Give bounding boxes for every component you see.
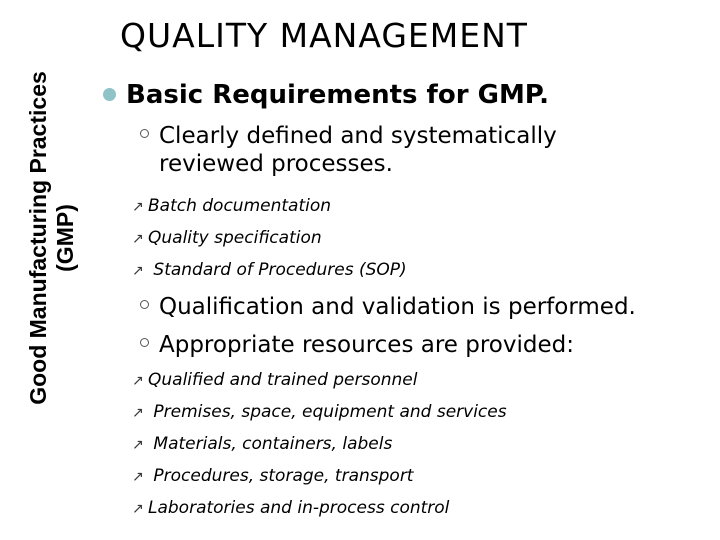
bullet-item-2 <box>140 294 636 320</box>
ring-bullet-icon <box>140 338 149 347</box>
sub-item: ↗ Qualified and trained personnel <box>132 370 418 390</box>
ring-bullet-icon <box>140 300 149 309</box>
arrow-up-right-icon: ↗ <box>132 469 144 485</box>
sub-item: ↗ Laboratories and in-process control <box>132 498 450 518</box>
bullet-item-3 <box>140 332 574 358</box>
arrow-up-right-icon: ↗ <box>132 501 144 517</box>
main-bullet <box>103 80 549 110</box>
arrow-up-right-icon: ↗ <box>132 199 144 215</box>
sub-item: ↗ Procedures, storage, transport <box>132 466 414 486</box>
sub-item: ↗ Standard of Procedures (SOP) <box>132 260 407 280</box>
arrow-up-right-icon: ↗ <box>132 373 144 389</box>
slide-title: QUALITY MANAGEMENT <box>120 16 528 55</box>
sub-item: ↗ Quality specification <box>132 228 322 248</box>
arrow-up-right-icon: ↗ <box>132 405 144 421</box>
side-title-line2: (GMP) <box>52 203 78 272</box>
arrow-up-right-icon: ↗ <box>132 263 144 279</box>
bullet-item-3-text: Appropriate resources are provided: <box>159 332 574 358</box>
sub-item: ↗ Batch documentation <box>132 196 332 216</box>
ring-bullet-icon <box>140 129 149 138</box>
sub-item: ↗ Materials, containers, labels <box>132 434 393 454</box>
main-bullet-text: Basic Requirements for GMP. <box>126 80 549 110</box>
bullet-item-2-text: Qualification and validation is performed. <box>159 294 636 320</box>
side-title-line1: Good Manufacturing Practices <box>25 70 51 405</box>
bullet-item-1 <box>140 122 659 178</box>
filled-circle-bullet-icon <box>103 88 116 101</box>
sub-item: ↗ Premises, space, equipment and services <box>132 402 507 422</box>
arrow-up-right-icon: ↗ <box>132 437 144 453</box>
arrow-up-right-icon: ↗ <box>132 231 144 247</box>
side-title <box>18 25 86 450</box>
bullet-item-1-text: Clearly defined and systematically reviewed processes. <box>159 123 557 177</box>
